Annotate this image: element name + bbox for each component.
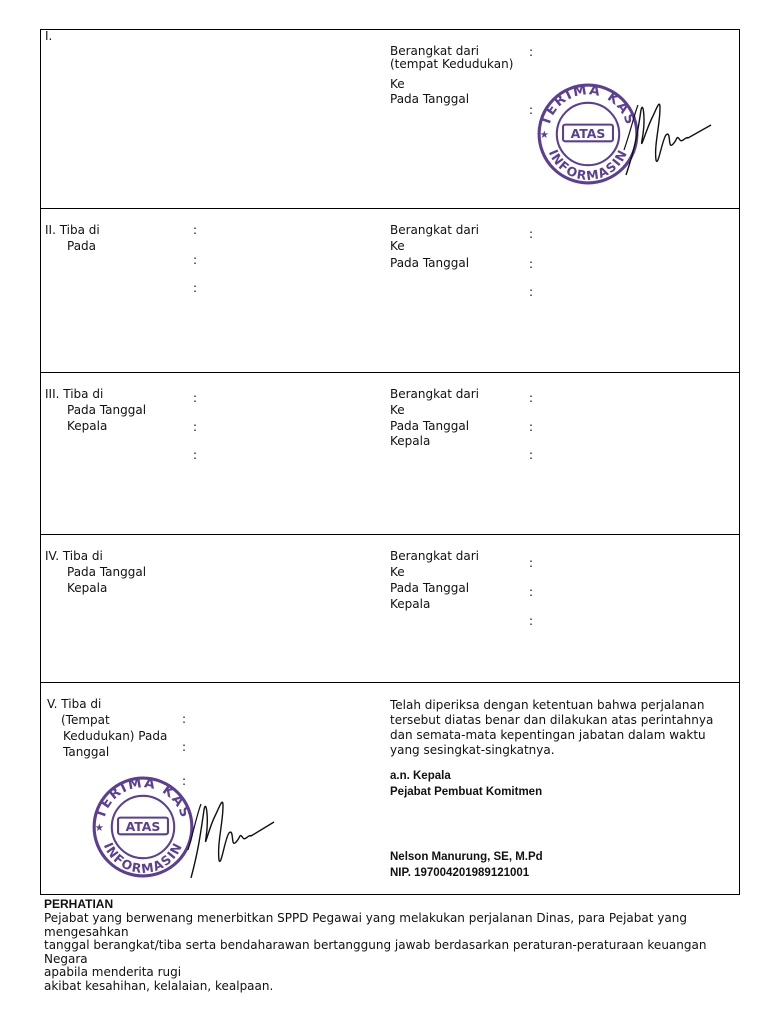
official-nip: NIP. 197004201989121001 — [390, 867, 530, 879]
head-label: Kepala — [67, 419, 108, 433]
head-label: Kepala — [390, 597, 431, 611]
colon: : — [193, 420, 198, 434]
date-label: Tanggal — [63, 745, 110, 759]
date-label: Pada Tanggal — [390, 92, 470, 106]
to-label: Ke — [390, 239, 405, 253]
signature — [616, 90, 716, 180]
head-label: Kepala — [390, 434, 431, 448]
colon: : — [529, 556, 534, 570]
to-label: Ke — [390, 77, 405, 91]
stamp-top-text: TERIMA KAS — [537, 82, 639, 128]
stamp-center-text: ATAS — [570, 126, 606, 142]
colon: : — [182, 712, 187, 726]
official-role: Pejabat Pembuat Komitmen — [390, 786, 543, 798]
colon: : — [193, 391, 198, 405]
signature — [179, 788, 279, 883]
section-1 — [41, 30, 739, 208]
colon: : — [529, 614, 534, 628]
arrive-at-label: II. Tiba di — [45, 223, 100, 237]
depart-from-label: Berangkat dari — [390, 549, 479, 563]
sppd-form-frame — [40, 29, 740, 895]
arrive-at-label: V. Tiba di — [47, 697, 102, 711]
place-of-station-label: (tempat Kedudukan) — [390, 57, 514, 71]
colon: : — [529, 103, 534, 117]
verification-statement: Telah diperiksa dengan ketentuan bahwa perjalanan tersebut diatas benar dan dilakukan atas perintahnya dan semata-mata kepentingan jabatan dalam waktu yang sesingkat-singkatnya. — [390, 698, 714, 757]
section-1-number: I. — [45, 29, 53, 43]
depart-from-label: Berangkat dari — [390, 387, 479, 401]
on-behalf-label: a.n. Kepala — [390, 770, 451, 782]
colon: : — [529, 227, 534, 241]
colon: : — [529, 420, 534, 434]
colon: : — [529, 448, 534, 462]
station-date-label: Kedudukan) Pada — [63, 729, 168, 743]
stamp-center-text: ATAS — [125, 819, 161, 835]
colon: : — [193, 281, 198, 295]
colon: : — [529, 257, 534, 271]
colon: : — [193, 253, 198, 267]
stamp-bottom-text: INFORMASIN — [100, 839, 186, 877]
colon: : — [529, 585, 534, 599]
colon: : — [193, 223, 198, 237]
to-label: Ke — [390, 565, 405, 579]
depart-from-label: Berangkat dari — [390, 44, 479, 58]
notes-line: apabila menderita rugi — [44, 965, 182, 979]
on-label: Pada — [67, 239, 97, 253]
arrive-at-label: III. Tiba di — [45, 387, 104, 401]
colon: : — [529, 285, 534, 299]
stamp-bottom-text: INFORMASIN — [545, 146, 631, 184]
section-5 — [41, 682, 739, 896]
section-2 — [41, 208, 739, 372]
official-name: Nelson Manurung, SE, M.Pd — [390, 851, 543, 863]
date-label: Pada Tanggal — [390, 256, 470, 270]
notes-line: tanggal berangkat/tiba serta bendaharawan bertanggung jawab berdasarkan peraturan-peraturaan keuangan Negara — [44, 938, 707, 966]
head-label: Kepala — [67, 581, 108, 595]
colon: : — [193, 448, 198, 462]
notes-line: Pejabat yang berwenang menerbitkan SPPD Pegawai yang melakukan perjalanan Dinas, para Pejabat yang mengesahkan — [44, 911, 687, 939]
date-label: Pada Tanggal — [390, 419, 470, 433]
date-label: Pada Tanggal — [390, 581, 470, 595]
star-icon: ★ — [539, 129, 549, 142]
colon: : — [529, 391, 534, 405]
section-4 — [41, 534, 739, 682]
notes-line: akibat kesahihan, kelalaian, kealpaan. — [44, 978, 274, 993]
colon: : — [182, 740, 187, 754]
colon: : — [182, 774, 187, 788]
star-icon: ★ — [94, 822, 104, 835]
stamp-top-text: TERIMA KAS — [92, 775, 194, 821]
section-3 — [41, 372, 739, 534]
notes-body — [44, 912, 744, 993]
date-label: Pada Tanggal — [67, 565, 147, 579]
arrive-at-label: IV. Tiba di — [45, 549, 103, 563]
to-label: Ke — [390, 403, 405, 417]
date-label: Pada Tanggal — [67, 403, 147, 417]
colon: : — [529, 45, 534, 59]
place-label: (Tempat — [61, 713, 110, 727]
notes-title: PERHATIAN — [44, 897, 114, 911]
depart-from-label: Berangkat dari — [390, 223, 479, 237]
